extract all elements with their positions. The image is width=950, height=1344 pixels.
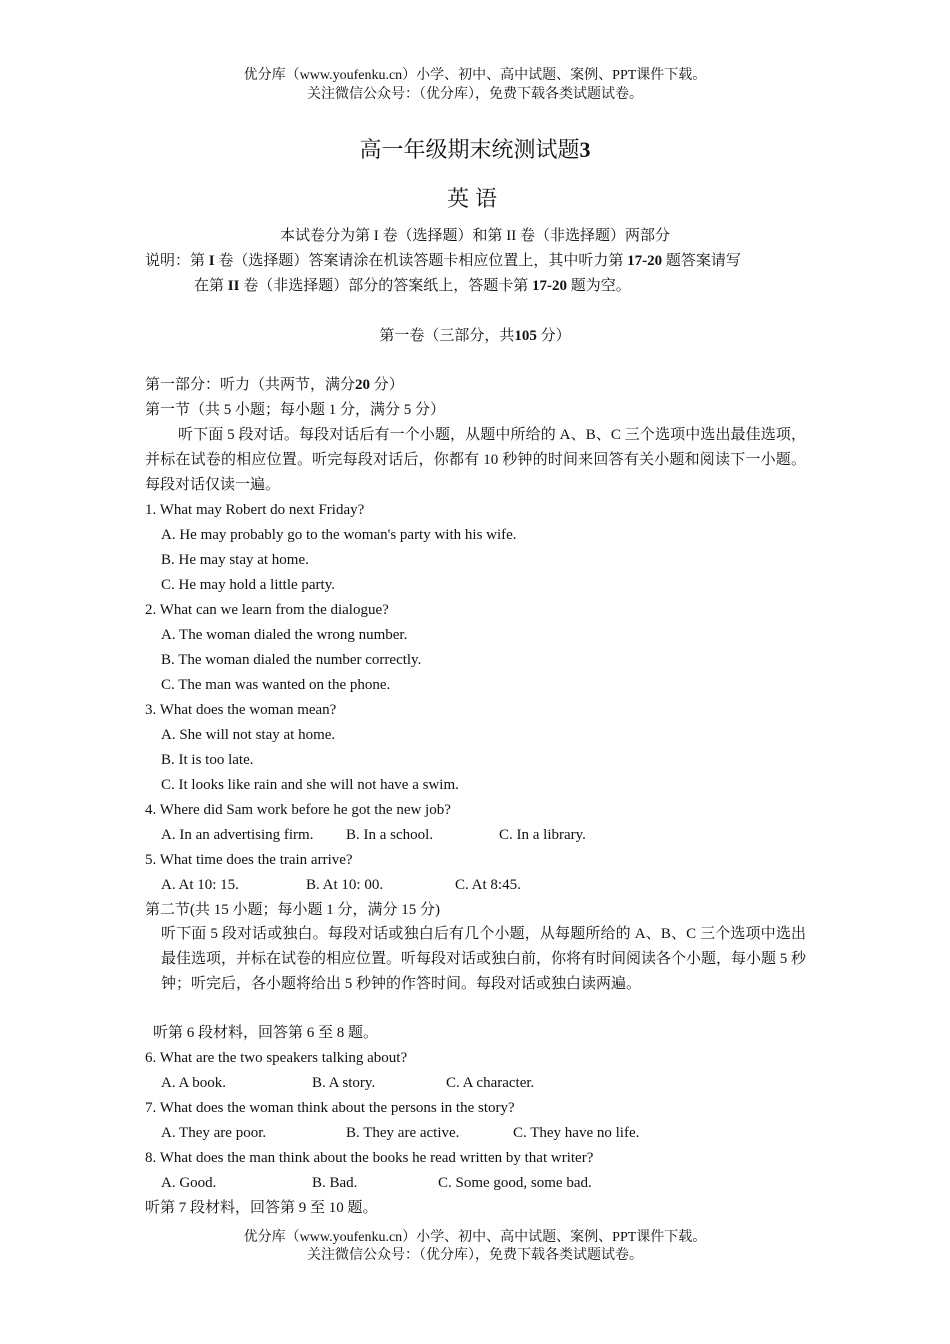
question-6: 6. What are the two speakers talking about? — [145, 1050, 408, 1066]
question-5-option-c: C. At 8:45. — [455, 877, 521, 893]
note-line-2 — [194, 276, 631, 296]
note-text-e: 题答案请写 — [665, 253, 741, 269]
note-text-j: 题为空。 — [570, 278, 631, 294]
footer-line-1: 优分库（www.youfenku.cn）小学、初中、高中试题、案例、PPT课件下载。 — [243, 1230, 707, 1245]
question-6-option-a: A. A book. — [161, 1075, 227, 1091]
question-6-option-c: C. A character. — [446, 1075, 535, 1091]
question-2-option-b: B. The woman dialed the number correctly. — [161, 652, 422, 668]
question-7-option-b: B. They are active. — [346, 1125, 460, 1141]
question-8-option-b: B. Bad. — [312, 1175, 358, 1191]
question-4-option-a: A. In an advertising firm. — [161, 827, 314, 843]
question-8-option-c: C. Some good, some bad. — [438, 1175, 592, 1191]
section-1-heading: 第一节（共 5 小题；每小题 1 分，满分 5 分） — [145, 402, 446, 418]
exam-title-text: 高一年级期末统测试题 — [359, 137, 580, 162]
note-text-g: II — [227, 278, 240, 294]
note-text-f: 在第 — [194, 278, 225, 294]
question-3: 3. What does the woman mean? — [145, 702, 337, 718]
question-4-option-b: B. In a school. — [346, 827, 434, 843]
question-7-option-a: A. They are poor. — [161, 1125, 267, 1141]
question-3-option-a: A. She will not stay at home. — [161, 727, 336, 743]
section-2-instructions: 听下面 5 段对话或独白。每段对话或独白后有几个小题，从每题所给的 A、B、C 三个选项中选出最佳选项，并标在试卷的相应位置。听每段对话或独白前，你将有时间阅读各个小题，每小题 5 秒钟；听完后，各小题将给出 5 秒钟的作答时间。每段对话或独白读两遍。 — [161, 926, 807, 992]
question-8-option-a: A. Good. — [161, 1175, 217, 1191]
exam-intro: 本试卷分为第 I 卷（选择题）和第 II 卷（非选择题）两部分 — [280, 228, 670, 244]
question-5-option-b: B. At 10: 00. — [306, 877, 384, 893]
note-text-c: 卷（选择题）答案请涂在机读答题卡相应位置上，其中听力第 — [218, 253, 624, 269]
note-text-a: 说明：第 — [145, 253, 206, 269]
note-text-i: 17-20 — [531, 278, 567, 294]
vol1-points: 105 — [514, 328, 537, 344]
question-1-option-c: C. He may hold a little party. — [161, 577, 335, 593]
section-2-heading: 第二节(共 15 小题；每小题 1 分，满分 15 分) — [145, 902, 440, 918]
exam-title-number: 3 — [579, 137, 591, 162]
vol1-text-c: 分） — [540, 328, 571, 344]
footer-line-2: 关注微信公众号：（优分库），免费下载各类试题试卷。 — [307, 1248, 643, 1263]
material-6-heading: 听第 6 段材料，回答第 6 至 8 题。 — [153, 1025, 379, 1041]
part1-text-a: 第一部分：听力（共两节，满分 — [145, 377, 356, 393]
question-2-option-a: A. The woman dialed the wrong number. — [161, 627, 408, 643]
vol1-text-a: 第一卷（三部分，共 — [379, 328, 515, 344]
question-7-option-c: C. They have no life. — [513, 1125, 640, 1141]
section-1-instructions: 听下面 5 段对话。每段对话后有一个小题，从题中所给的 A、B、C 三个选项中选出最佳选项，并标在试卷的相应位置。听完每段对话后，你都有 10 秒钟的时间来回答有关小题和阅读下一小题。每段对话仅读一遍。 — [145, 427, 806, 493]
question-4-option-c: C. In a library. — [499, 827, 586, 843]
question-2: 2. What can we learn from the dialogue? — [145, 602, 389, 618]
header-line-2: 关注微信公众号：（优分库），免费下载各类试题试卷。 — [307, 87, 643, 102]
question-2-option-c: C. The man was wanted on the phone. — [161, 677, 391, 693]
subject-title: 英语 — [446, 187, 503, 212]
question-4: 4. Where did Sam work before he got the new job? — [145, 802, 451, 818]
question-6-option-b: B. A story. — [312, 1075, 376, 1091]
question-8: 8. What does the man think about the books he read written by that writer? — [145, 1150, 594, 1166]
question-1-option-a: A. He may probably go to the woman's party with his wife. — [161, 527, 517, 543]
question-5: 5. What time does the train arrive? — [145, 852, 353, 868]
note-text-d: 17-20 — [627, 253, 663, 269]
question-1-option-b: B. He may stay at home. — [161, 552, 309, 568]
part-1-heading — [145, 375, 404, 395]
part1-points: 20 — [355, 377, 371, 393]
note-text-h: 卷（非选择题）部分的答案纸上，答题卡第 — [243, 278, 529, 294]
question-3-option-b: B. It is too late. — [161, 752, 254, 768]
note-text-b: I — [208, 253, 215, 269]
material-7-heading: 听第 7 段材料，回答第 9 至 10 题。 — [145, 1200, 378, 1216]
note-line-1 — [145, 251, 741, 271]
exam-title — [0, 136, 950, 164]
header-line-1: 优分库（www.youfenku.cn）小学、初中、高中试题、案例、PPT课件下载。 — [243, 68, 707, 83]
question-3-option-c: C. It looks like rain and she will not have a swim. — [161, 777, 459, 793]
volume-1-heading — [0, 326, 950, 346]
question-1: 1. What may Robert do next Friday? — [145, 502, 365, 518]
part1-text-c: 分） — [373, 377, 404, 393]
question-7: 7. What does the woman think about the persons in the story? — [145, 1100, 515, 1116]
question-5-option-a: A. At 10: 15. — [161, 877, 239, 893]
